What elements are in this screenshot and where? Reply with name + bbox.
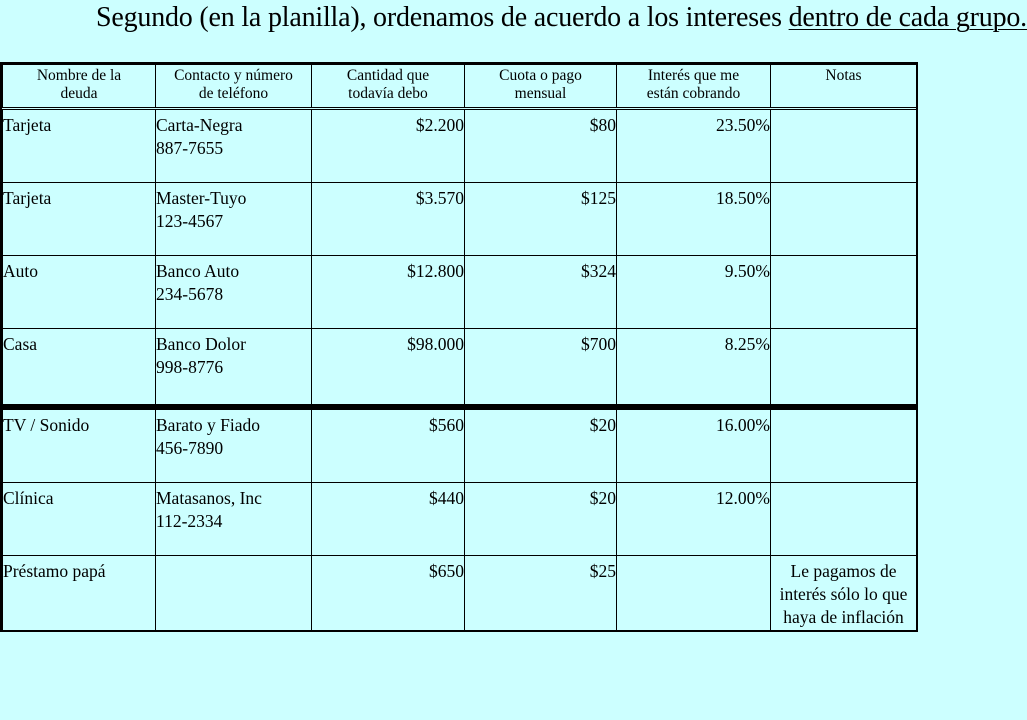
contact-cell: Carta-Negra 887-7655 — [156, 109, 312, 183]
table-row — [3, 556, 917, 631]
header-amount-owed: Cantidad que todavía debo — [312, 65, 465, 109]
notes-cell — [771, 183, 917, 256]
amount-cell: $12.800 — [312, 256, 465, 329]
amount-cell: $650 — [312, 556, 465, 631]
interest-cell: 18.50% — [617, 183, 771, 256]
header-debt-name: Nombre de la deuda — [3, 65, 156, 109]
interest-cell: 16.00% — [617, 407, 771, 483]
contact-cell: Master-Tuyo 123-4567 — [156, 183, 312, 256]
header-monthly-payment: Cuota o pago mensual — [465, 65, 617, 109]
amount-cell: $3.570 — [312, 183, 465, 256]
slide-title-text: Segundo (en la planilla), ordenamos de acuerdo a los intereses — [96, 2, 789, 33]
notes-cell — [771, 407, 917, 483]
amount-cell: $98.000 — [312, 329, 465, 407]
amount-cell: $560 — [312, 407, 465, 483]
debt-name-cell: Auto — [3, 256, 156, 329]
header-contact: Contacto y número de teléfono — [156, 65, 312, 109]
interest-cell: 23.50% — [617, 109, 771, 183]
slide-title — [96, 0, 1027, 38]
payment-cell: $324 — [465, 256, 617, 329]
slide-title-underlined: dentro de cada grupo. — [788, 2, 1027, 33]
payment-cell: $25 — [465, 556, 617, 631]
interest-cell: 9.50% — [617, 256, 771, 329]
payment-cell: $20 — [465, 483, 617, 556]
header-row — [3, 65, 917, 109]
payment-cell: $80 — [465, 109, 617, 183]
contact-cell: Banco Dolor 998-8776 — [156, 329, 312, 407]
notes-cell: Le pagamos de interés sólo lo que haya de inflación — [771, 556, 917, 631]
debt-name-cell: Casa — [3, 329, 156, 407]
debt-name-cell: Tarjeta — [3, 183, 156, 256]
table-row — [3, 329, 917, 407]
table-row — [3, 109, 917, 183]
amount-cell: $2.200 — [312, 109, 465, 183]
payment-cell: $125 — [465, 183, 617, 256]
header-notes: Notas — [771, 65, 917, 109]
payment-cell: $20 — [465, 407, 617, 483]
table-row — [3, 256, 917, 329]
debt-table — [2, 64, 917, 631]
debt-name-cell: TV / Sonido — [3, 407, 156, 483]
notes-cell — [771, 483, 917, 556]
notes-cell — [771, 329, 917, 407]
table-row — [3, 483, 917, 556]
contact-cell: Barato y Fiado 456-7890 — [156, 407, 312, 483]
header-interest-rate: Interés que me están cobrando — [617, 65, 771, 109]
debt-name-cell: Clínica — [3, 483, 156, 556]
payment-cell: $700 — [465, 329, 617, 407]
table-row — [3, 183, 917, 256]
debt-name-cell: Préstamo papá — [3, 556, 156, 631]
table-row — [3, 407, 917, 483]
notes-cell — [771, 256, 917, 329]
interest-cell: 8.25% — [617, 329, 771, 407]
contact-cell: Matasanos, Inc 112-2334 — [156, 483, 312, 556]
interest-cell — [617, 556, 771, 631]
contact-cell — [156, 556, 312, 631]
notes-cell — [771, 109, 917, 183]
amount-cell: $440 — [312, 483, 465, 556]
debt-table-frame — [0, 62, 918, 632]
interest-cell: 12.00% — [617, 483, 771, 556]
contact-cell: Banco Auto 234-5678 — [156, 256, 312, 329]
debt-name-cell: Tarjeta — [3, 109, 156, 183]
